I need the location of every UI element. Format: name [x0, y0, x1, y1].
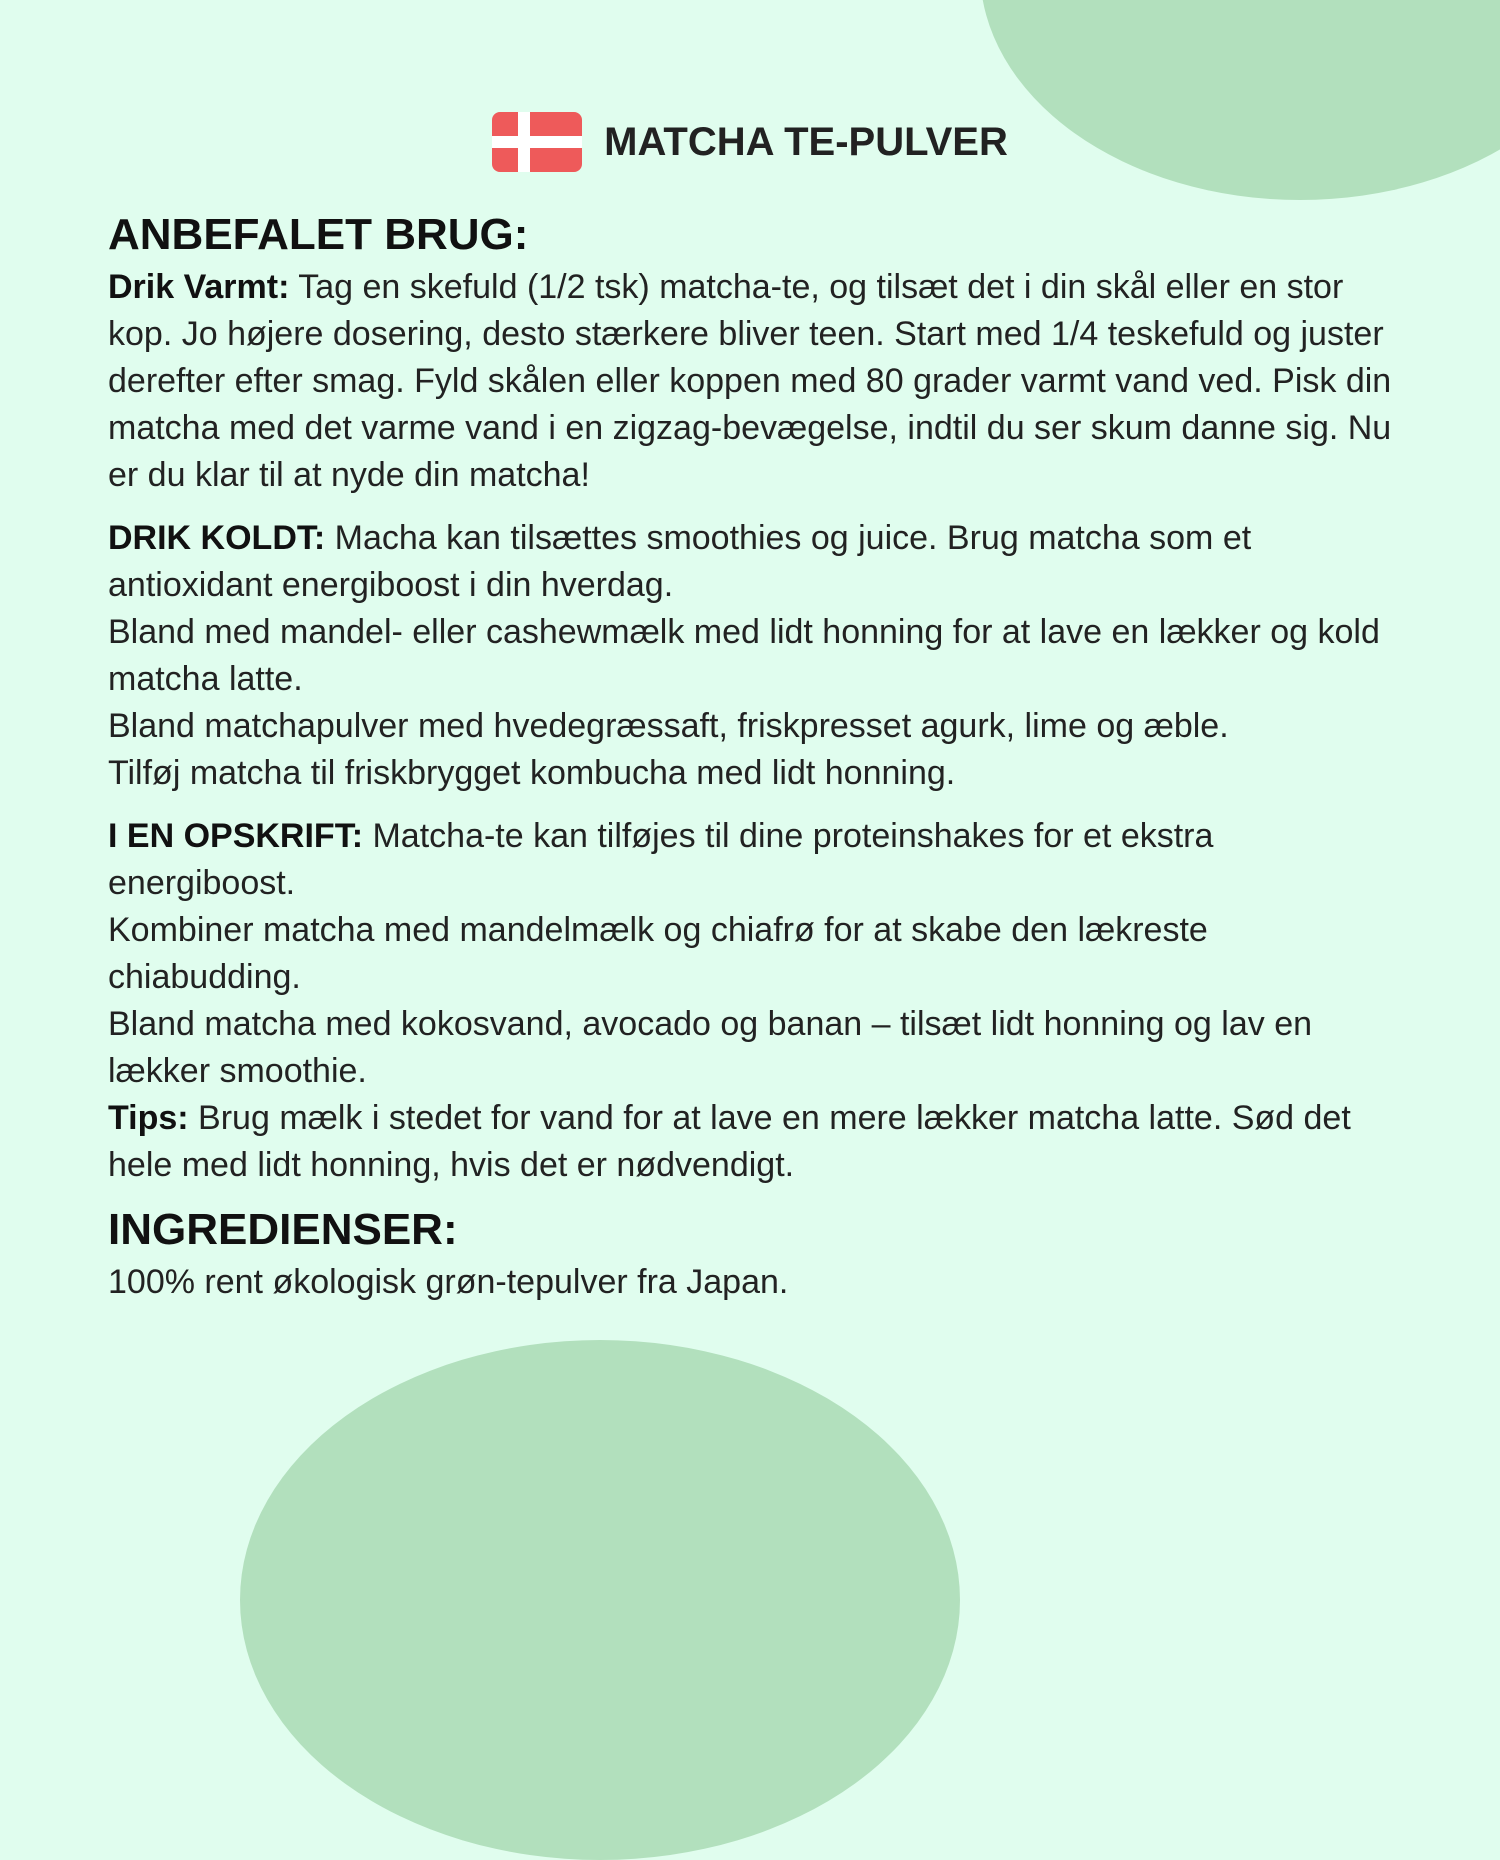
cold-section [108, 515, 1408, 797]
recipe-paragraph [108, 813, 1408, 907]
recipe-line: Kombiner matcha med mandelmælk og chiafrø for at skabe den lækreste chiabudding. [108, 911, 1208, 996]
cold-label: DRIK KOLDT: [108, 519, 326, 557]
tips-label: Tips: [108, 1099, 189, 1137]
recipe-label: I EN OPSKRIFT: [108, 817, 364, 855]
main-content [108, 206, 1408, 1306]
tips-paragraph [108, 1095, 1408, 1189]
hot-paragraph [108, 264, 1408, 499]
hot-text: Tag en skefuld (1/2 tsk) matcha-te, og tilsæt det i din skål eller en stor kop. Jo højere dosering, desto stærkere bliver teen. Start med 1/4 teskefuld og juster derefter efter smag. Fyld skålen eller koppen med 80 grader varmt vand ved. Pisk din matcha med det varme vand i en zigzag-bevægelse, indtil du ser skum danne sig. Nu er du klar til at nyde din matcha! [108, 268, 1392, 494]
cold-text: Macha kan tilsættes smoothies og juice. Brug matcha som et antioxidant energiboost i din hverdag. [108, 519, 1252, 604]
tips-text: Brug mælk i stedet for vand for at lave en mere lækker matcha latte. Sød det hele med lidt honning, hvis det er nødvendigt. [108, 1099, 1351, 1184]
cold-line: Tilføj matcha til friskbrygget kombucha med lidt honning. [108, 754, 956, 792]
hot-label: Drik Varmt: [108, 268, 290, 306]
recipe-text: Matcha-te kan tilføjes til dine proteinshakes for et ekstra energiboost. [108, 817, 1214, 902]
ingredients-heading: INGREDIENSER: [108, 1205, 458, 1254]
cold-line: Bland matchapulver med hvedegræssaft, friskpresset agurk, lime og æble. [108, 707, 1229, 745]
recipe-line: Bland matcha med kokosvand, avocado og banan – tilsæt lidt honning og lav en lækker smoothie. [108, 1005, 1313, 1090]
ingredients-text: 100% rent økologisk grøn-tepulver fra Japan. [108, 1263, 789, 1301]
cold-paragraph [108, 515, 1408, 609]
danish-flag-icon [492, 112, 582, 172]
hot-section [108, 264, 1408, 499]
cold-line: Bland med mandel- eller cashewmælk med lidt honning for at lave en lækker og kold matcha latte. [108, 613, 1380, 698]
recipe-section [108, 813, 1408, 1189]
header [0, 112, 1500, 172]
page-title: MATCHA TE-PULVER [604, 119, 1008, 164]
usage-heading: ANBEFALET BRUG: [108, 210, 529, 259]
decorative-blob-bottom [240, 1340, 960, 1860]
